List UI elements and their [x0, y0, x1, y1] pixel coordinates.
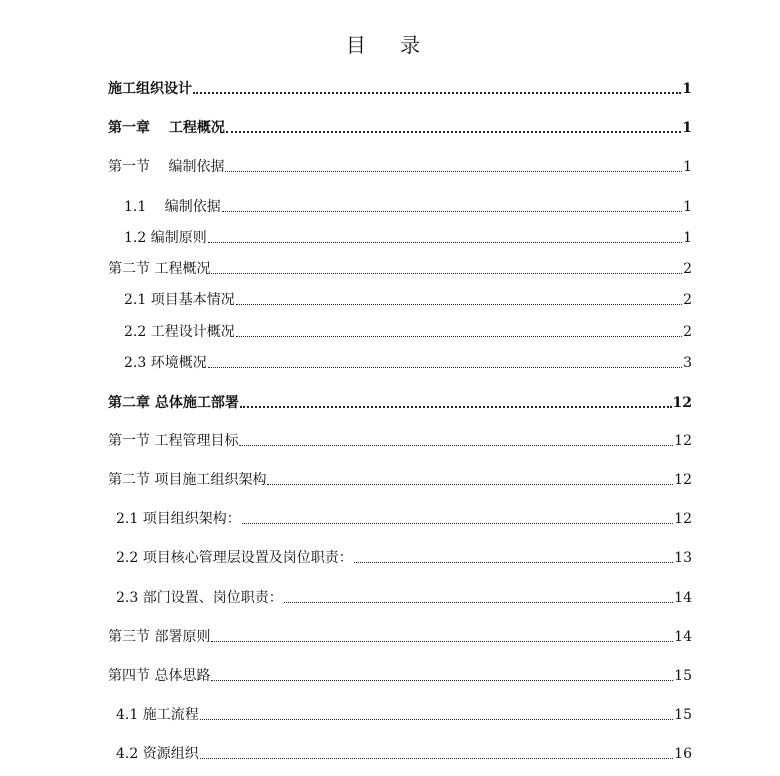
toc-entry-label: 2.2 工程设计概况 — [124, 324, 235, 340]
toc-entry[interactable] — [108, 392, 692, 414]
toc-entry-label: 施工组织设计 — [108, 81, 192, 97]
toc-leader-dots — [240, 405, 672, 408]
toc-entry-label: 第二节 工程概况 — [108, 261, 211, 277]
toc-leader-dots — [242, 522, 673, 524]
toc-entry[interactable] — [108, 156, 692, 178]
toc-entry-label: 2.2 项目核心管理层设置及岗位职责： — [116, 550, 353, 566]
toc-entry-page: 14 — [674, 629, 692, 645]
toc-entry-page: 1 — [683, 230, 692, 246]
toc-entry-page: 3 — [683, 355, 692, 371]
toc-entry-page: 1 — [683, 199, 692, 215]
toc-entry-label: 1.1 编制依据 — [124, 199, 221, 215]
toc-leader-dots — [236, 335, 682, 337]
toc-entry-label: 第二章 总体施工部署 — [108, 395, 239, 411]
toc-leader-dots — [200, 757, 673, 759]
toc-leader-dots — [354, 561, 673, 563]
toc-entry-label: 2.1 项目组织架构： — [116, 511, 241, 527]
toc-entry[interactable] — [116, 508, 692, 530]
toc-entry[interactable] — [108, 665, 692, 687]
toc-entry[interactable] — [108, 626, 692, 648]
toc-entry-page: 12 — [674, 472, 692, 488]
toc-entry-page: 14 — [674, 590, 692, 606]
toc-leader-dots — [208, 366, 682, 368]
toc-title: 目 录 — [345, 33, 435, 57]
toc-leader-dots — [225, 170, 682, 172]
toc-leader-dots — [236, 303, 682, 305]
toc-entry-page: 15 — [674, 707, 692, 723]
toc-entry[interactable] — [108, 117, 692, 139]
toc-leader-dots — [239, 444, 673, 446]
toc-entry[interactable] — [124, 321, 692, 343]
toc-entry-page: 1 — [683, 159, 692, 175]
toc-leader-dots — [211, 640, 673, 642]
toc-entry[interactable] — [116, 547, 692, 569]
toc-leader-dots — [211, 679, 673, 681]
toc-entry-label: 第四节 总体思路 — [108, 668, 211, 684]
toc-entry-page: 2 — [683, 324, 692, 340]
toc-entry[interactable] — [124, 227, 692, 249]
toc-entry-label: 第三节 部署原则 — [108, 629, 211, 645]
toc-leader-dots — [267, 483, 673, 485]
toc-entry-label: 2.1 项目基本情况 — [124, 292, 235, 308]
toc-entry-label: 4.2 资源组织 — [116, 746, 199, 762]
toc-entry[interactable] — [116, 587, 692, 609]
toc-leader-dots — [222, 210, 682, 212]
toc-entry-label: 4.1 施工流程 — [116, 707, 199, 723]
toc-entry[interactable] — [108, 258, 692, 280]
toc-entry[interactable] — [124, 289, 692, 311]
toc-entry-label: 第二节 项目施工组织架构 — [108, 472, 267, 488]
toc-entry-label: 2.3 部门设置、岗位职责： — [116, 590, 283, 606]
toc-entry-page: 12 — [674, 433, 692, 449]
toc-leader-dots — [226, 130, 681, 133]
toc-leader-dots — [200, 718, 673, 720]
toc-entry[interactable] — [124, 196, 692, 218]
toc-entry[interactable] — [116, 743, 692, 765]
toc-entry-label: 第一章 工程概况 — [108, 120, 225, 136]
toc-entry-label: 第一节 编制依据 — [108, 159, 225, 175]
toc-entry-page: 12 — [672, 395, 692, 411]
toc-entry[interactable] — [116, 704, 692, 726]
toc-entry-page: 13 — [674, 550, 692, 566]
toc-entry-page: 12 — [674, 511, 692, 527]
toc-entry[interactable] — [108, 78, 692, 100]
toc-entry[interactable] — [108, 430, 692, 452]
toc-leader-dots — [193, 91, 681, 94]
toc-entry-label: 2.3 环境概况 — [124, 355, 207, 371]
toc-entry[interactable] — [124, 352, 692, 374]
toc-entry-label: 1.2 编制原则 — [124, 230, 207, 246]
toc-entry-page: 16 — [674, 746, 692, 762]
toc-entry-page: 1 — [682, 120, 692, 136]
toc-entry-page: 15 — [674, 668, 692, 684]
toc-leader-dots — [284, 601, 673, 603]
toc-entry-page: 2 — [683, 261, 692, 277]
toc-entry[interactable] — [108, 469, 692, 491]
toc-entry-page: 1 — [682, 81, 692, 97]
toc-leader-dots — [208, 241, 682, 243]
toc-entry-page: 2 — [683, 292, 692, 308]
toc-leader-dots — [211, 272, 682, 274]
toc-entry-label: 第一节 工程管理目标 — [108, 433, 239, 449]
